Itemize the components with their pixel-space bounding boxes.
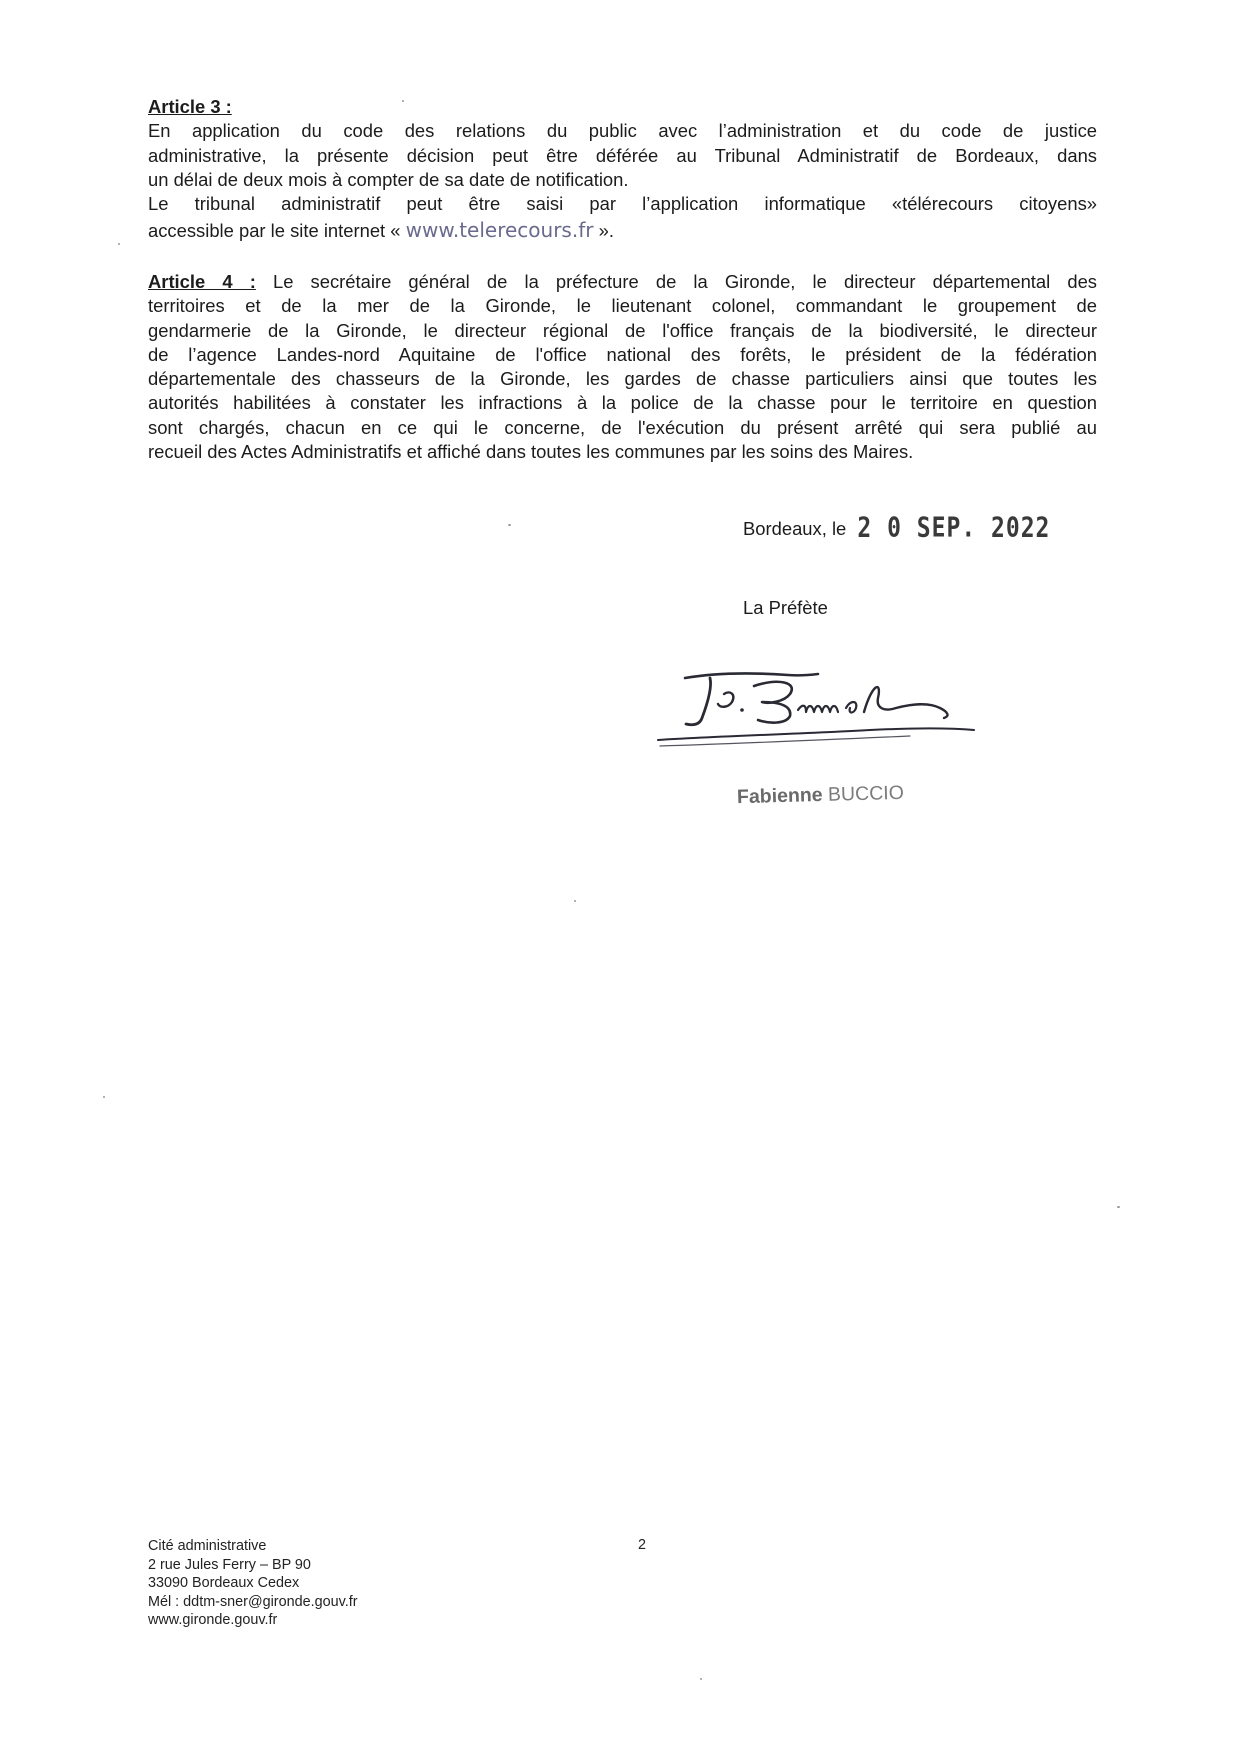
article-4	[148, 270, 1097, 464]
scan-speck	[508, 524, 511, 526]
scan-speck	[700, 1678, 702, 1680]
article-3-text	[148, 95, 1097, 244]
article-3-line: Le tribunal administratif peut être saisi par l’application informatique «télérecours citoyens»	[148, 193, 1097, 215]
article-4-line: départementale des chasseurs de la Gironde, les gardes de chasse particuliers ainsi que toutes les	[148, 368, 1097, 390]
article-4-line: autorités habilitées à constater les infractions à la police de la chasse pour le territoire en question	[148, 392, 1097, 414]
signatory-office: La Préfète	[743, 597, 828, 618]
footer-website: www.gironde.gouv.fr	[148, 1612, 278, 1629]
handwritten-signature	[650, 664, 980, 754]
scan-speck	[574, 900, 576, 902]
date-stamp: 2 0 SEP. 2022	[857, 512, 1051, 544]
article-4-line: recueil des Actes Administratifs et affiché dans toutes les communes par les soins des Maires.	[148, 441, 914, 463]
scan-speck	[1117, 1206, 1120, 1208]
place-and-date	[743, 512, 1051, 544]
article-4-line: gendarmerie de la Gironde, le directeur régional de l'office français de la biodiversité, le directeur	[148, 319, 1097, 341]
footer-address	[148, 1537, 358, 1630]
footer-line: 2 rue Jules Ferry – BP 90	[148, 1556, 311, 1573]
article-4-line: Le secrétaire général de la préfecture de la Gironde, le directeur départemental des	[255, 271, 1097, 292]
article-3-last-line	[148, 218, 1097, 243]
article-4-heading: Article 4 :	[148, 271, 256, 292]
article-3-line: un délai de deux mois à compter de sa date de notification.	[148, 168, 629, 190]
article-4-line: sont chargés, chacun en ce qui le concerne, de l'exécution du présent arrêté qui sera publié au	[148, 416, 1097, 438]
signer-name	[737, 782, 904, 809]
article-4-line: de l’agence Landes-nord Aquitaine de l'office national des forêts, le président de la fédération	[148, 343, 1097, 365]
article-4-first-line	[148, 270, 1097, 294]
footer-email: Mél : ddtm-sner@gironde.gouv.fr	[148, 1593, 358, 1610]
article-3-link-suffix: ».	[593, 220, 614, 242]
article-4-line: territoires et de la mer de la Gironde, le lieutenant colonel, commandant le groupement de	[148, 295, 1097, 317]
telerecours-link[interactable]: www.telerecours.fr	[405, 218, 594, 243]
article-4-text	[148, 270, 1097, 464]
scan-speck	[103, 1096, 105, 1098]
scan-speck	[402, 100, 404, 102]
article-3-link-prefix: accessible par le site internet «	[148, 220, 406, 242]
page-number: 2	[638, 1537, 647, 1553]
signer-last-name: BUCCIO	[827, 781, 905, 806]
scan-speck	[118, 243, 120, 245]
footer-line: 33090 Bordeaux Cedex	[148, 1575, 300, 1592]
article-3	[148, 95, 1097, 244]
signer-first-name: Fabienne	[736, 783, 823, 809]
article-3-line: administrative, la présente décision peut être déférée au Tribunal Administratif de Bordeaux, dans	[148, 144, 1097, 166]
footer-line: Cité administrative	[148, 1538, 267, 1554]
article-3-line: En application du code des relations du public avec l’administration et du code de justice	[148, 120, 1097, 142]
article-3-heading: Article 3 :	[148, 96, 232, 117]
city-prefix: Bordeaux, le	[743, 518, 847, 539]
